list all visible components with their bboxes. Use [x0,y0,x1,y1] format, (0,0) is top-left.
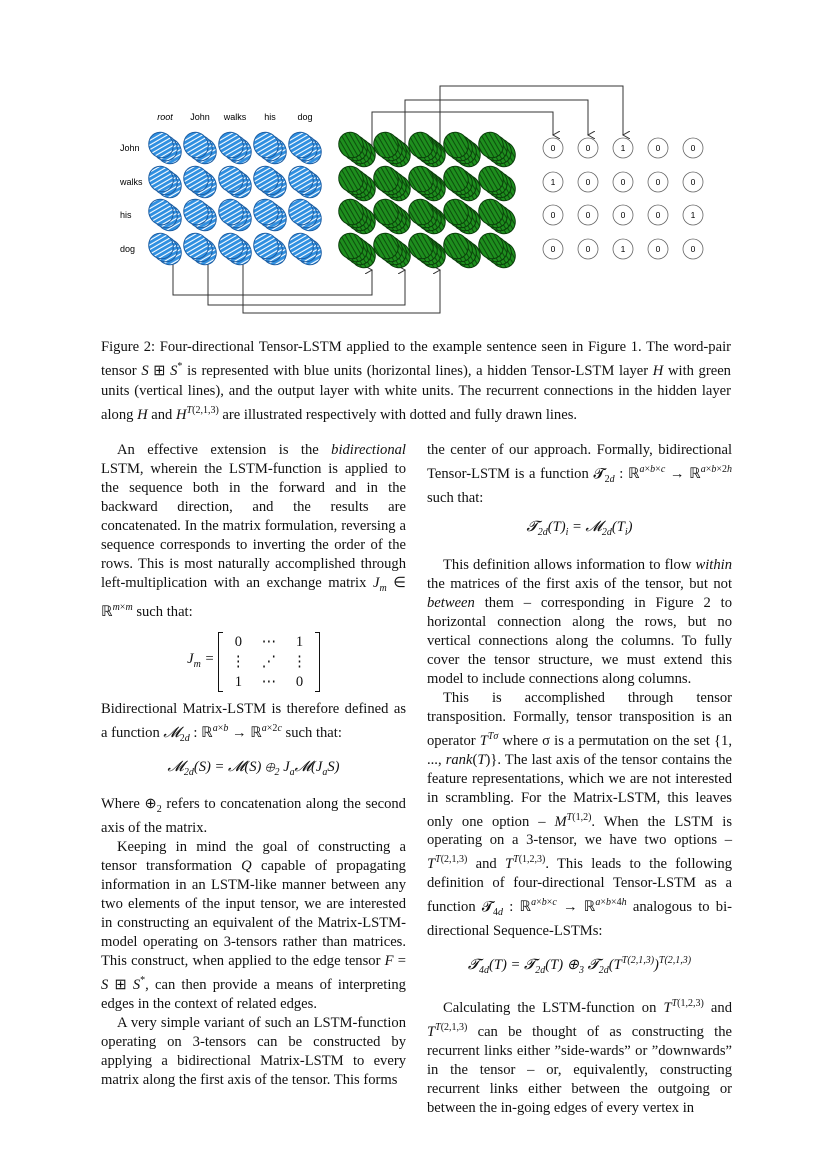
equation-bidirectional-tensor-lstm: $𝓣_{2d}(T)_i$ = $𝓜_{2d}(T_i)$ [526,518,633,538]
blue-unit [284,195,326,236]
output-value: 0 [690,143,696,153]
blue-unit [179,195,221,236]
column-label: walks [223,112,247,122]
output-value: 0 [655,244,661,254]
output-unit [648,172,668,192]
blue-unit [214,162,256,203]
output-unit [613,239,633,259]
output-value: 0 [585,244,591,254]
green-unit [334,162,380,206]
column-label: dog [297,112,313,122]
right-column [427,441,732,1118]
green-unit [369,128,415,172]
blue-unit [144,229,186,270]
green-unit [334,128,380,172]
green-unit [334,195,380,239]
paragraph: This is accomplished through tensor transposition. Formally, tensor transposition is an operator $T^{T\sigma}$ where σ is a permutation on the set {1, ..., rank(T)}. The last axis of the tensor contains the feature representations, which we are not interested in scrambling. For the Matrix-LSTM, this leaves only one option – $M^{T(1,2)}$. When the LSTM is operating on a 3-tensor, we have two options – $T^{T(2,1,3)}$ and $T^{T(1,2,3)}$. This leads to the following definition of four-directional Tensor-LSTM as a function 𝓣$_{4d}$ : ℝ$^{a\times b\times c}$ → ℝ$^{a\times b\times 4h}$ analogous to bi-directional Sequence-LSTMs: [427,689,732,940]
row-label: his [120,210,132,220]
blue-unit [284,128,326,169]
output-unit [683,239,703,259]
row-label: John [120,143,140,153]
paragraph: the center of our approach. Formally, bidirectional Tensor-LSTM is a function 𝓣$_{2d}$ : ℝ$^{a\times b\times c}$ → ℝ$^{a\times b\times 2h}$ such that: [427,442,732,506]
output-value: 1 [620,143,626,153]
row-label: walks [120,177,143,187]
output-unit [613,138,633,158]
column-label: root [157,112,173,122]
blue-unit [284,162,326,203]
green-unit [474,229,520,273]
output-value: 0 [655,177,661,187]
green-unit [369,195,415,239]
equation-exchange-matrix: $J_m$ = 0 ⋯ 1 ⋮ ⋰ ⋮ 1 ⋯ 0 [101,632,406,692]
blue-unit [214,128,256,169]
paragraph: A very simple variant of such an LSTM-function operating on 3-tensors can be constructed by applying a bidirectional Matrix-LSTM to every matrix along the first axis of the tensor. This forms [101,1015,406,1089]
blue-unit [214,229,256,270]
output-unit [543,138,563,158]
caption-lead: Figure 2: [101,339,156,355]
green-unit [404,195,450,239]
output-unit [683,138,703,158]
paragraph: Bidirectional Matrix-LSTM is therefore defined as a function 𝓜$_{2d}$ : ℝ$^{a\times b}$ → ℝ$^{a\times 2c}$ such that: [101,700,406,744]
paragraph: Calculating the LSTM-function on $T^{T(1,2,3)}$ and $T^{T(2,1,3)}$ can be thought of as constructing the recurrent links either ”side-wards” or ”downwards” in the tensor – or, equivalently, constructing recurrent links either between the outgoing or between the in-going edges of every vertex in [427,997,732,1116]
output-value: 0 [550,244,556,254]
green-unit [369,229,415,273]
blue-unit [144,162,186,203]
output-unit [648,205,668,225]
output-value: 0 [690,244,696,254]
blue-unit [179,162,221,203]
green-unit [334,229,380,273]
output-value: 0 [690,177,696,187]
blue-unit [144,128,186,169]
green-unit [439,195,485,239]
equation-four-directional-tensor-lstm: 𝓣$_{4d}$(T) = 𝓣$_{2d}$(T) $\oplus_3$ $𝓣_{2d}(T^{T(2,1,3)})^{T(2,1,3)}$ [467,955,692,976]
column-label: his [264,112,276,122]
paragraph: Keeping in mind the goal of constructing a tensor transformation Q capable of propagating information in an LSTM-like manner between any two elements of the input tensor, we are interested in constructing an equivalent of the Matrix-LSTM-model operating on 3-tensors rather than matrices. This construct, when applied to the edge tensor F = S ⊞ S*, can then provide a means of interpreting edges in the context of related edges. [101,839,406,1013]
output-unit [613,205,633,225]
output-unit [648,138,668,158]
green-unit [474,162,520,206]
output-value: 1 [690,210,696,220]
column-label: John [190,112,210,122]
green-unit [474,195,520,239]
green-unit [474,128,520,172]
output-unit [578,172,598,192]
output-value: 0 [550,143,556,153]
green-unit [439,229,485,273]
output-unit [578,138,598,158]
green-unit [404,128,450,172]
output-unit [543,205,563,225]
blue-unit [249,229,291,270]
output-unit [683,172,703,192]
figure-caption: Figure 2: Four-directional Tensor-LSTM applied to the example sentence seen in Figure 1. The word-pair tensor S ⊞ S* is represented with blue units (horizontal lines), a hidden Tensor-LSTM layer H with green units (vertical lines), and the output layer with white units. The recurrent connections in the hidden layer along H and $H^{T(2,1,3)}$ are illustrated respectively with dotted and fully drawn lines. [101,339,731,423]
output-unit [543,172,563,192]
output-unit [543,239,563,259]
connection-line [173,262,372,295]
output-value: 0 [620,177,626,187]
blue-unit [284,229,326,270]
output-unit [578,205,598,225]
paragraph: This definition allows information to flow within the matrices of the first axis of the tensor, but not between them – corresponding in Figure 2 to horizontal connection along the rows, but no vertical connections along the columns. To fully cover the tensor structure, we must extend this model to include connections along columns. [427,556,732,687]
output-value: 0 [655,143,661,153]
output-value: 0 [620,210,626,220]
blue-unit [249,195,291,236]
output-value: 0 [585,143,591,153]
green-unit [439,128,485,172]
green-unit [404,162,450,206]
paragraph: Where $\oplus_2$ refers to concatenation along the second axis of the matrix. [101,796,406,837]
blue-unit [179,229,221,270]
output-unit [683,205,703,225]
output-value: 0 [585,177,591,187]
figure-2-diagram [0,0,827,320]
output-value: 1 [620,244,626,254]
equation-bidirectional-matrix-lstm: 𝓜$_{2d}$(S) = 𝓜(S) $\oplus_2$ $J_a𝓜(J_aS)$ [167,758,340,778]
output-value: 0 [585,210,591,220]
output-value: 0 [550,210,556,220]
left-column [101,441,406,1090]
blue-unit [249,162,291,203]
green-unit [369,162,415,206]
blue-unit [249,128,291,169]
row-label: dog [120,244,136,254]
output-unit [648,239,668,259]
output-unit [613,172,633,192]
connection-line [208,262,405,305]
green-unit [404,229,450,273]
blue-unit [179,128,221,169]
blue-unit [214,195,256,236]
paragraph: An effective extension is the bidirectional LSTM, wherein the LSTM-function is applied to the sequence both in the forward and in the backward direction, and the results are concatenated. In the matrix formulation, reversing a sequence corresponds to inverting the order of the rows. This is most naturally accomplished through left-multiplication with an exchange matrix $J_m$ ∈ ℝ$^{m\times m}$ such that: [101,442,406,620]
output-unit [578,239,598,259]
output-value: 0 [655,210,661,220]
green-unit [439,162,485,206]
output-value: 1 [550,177,556,187]
blue-unit [144,195,186,236]
